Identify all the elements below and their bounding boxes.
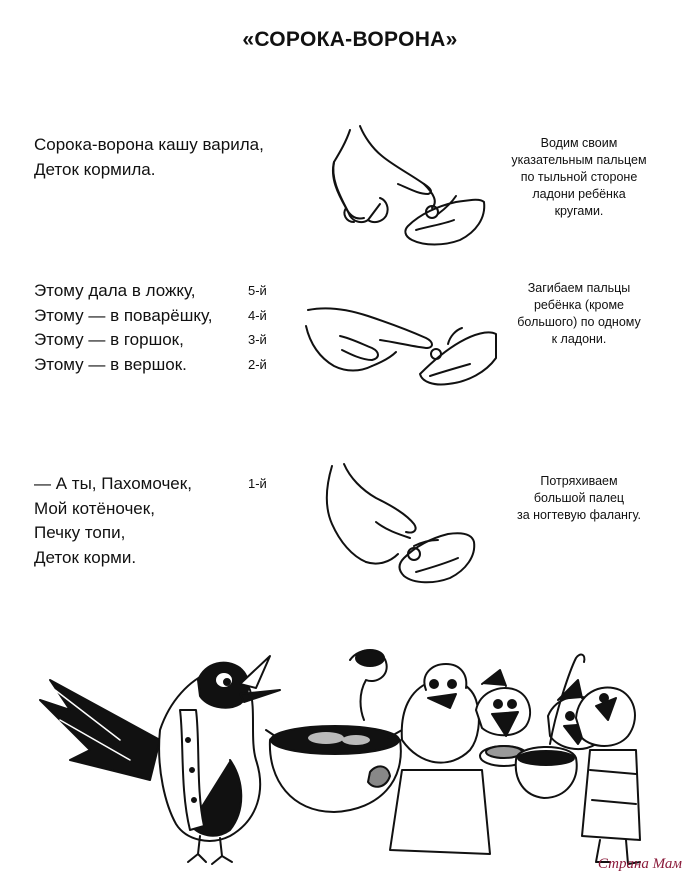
verse-line: [34, 328, 288, 353]
note-line: Водим своим: [540, 136, 618, 150]
instruction-note-3: [499, 473, 659, 524]
verse-text: Этому — в вершок.: [34, 354, 187, 374]
verse-line: [34, 521, 288, 546]
hand-circling-illustration: [320, 122, 490, 257]
verse-text: Сорока-ворона кашу варила,: [34, 135, 264, 154]
verse-line: [34, 279, 288, 304]
verse-line: [34, 497, 288, 522]
finger-number: 2-й: [248, 356, 267, 372]
verse-line: [34, 546, 288, 571]
instruction-note-2: [499, 280, 659, 348]
watermark-logo: Страна Мам: [597, 856, 682, 872]
note-line: Потряхиваем: [540, 474, 618, 488]
verse-line: [34, 353, 288, 378]
verse-block-2: [34, 279, 288, 377]
verse-text: Этому — в горшок,: [34, 330, 184, 349]
verse-text: Деток корми.: [34, 547, 137, 567]
magpie-feeding-chicks-illustration: [30, 640, 650, 875]
verse-line: [34, 472, 288, 497]
page-title: «СОРОКА-ВОРОНА»: [242, 28, 458, 51]
note-line: по тыльной стороне: [520, 170, 638, 184]
finger-number: 1-й: [248, 476, 267, 491]
verse-line: [34, 304, 288, 329]
verse-line: [34, 158, 264, 183]
verse-line: [34, 133, 264, 158]
instruction-note-1: [499, 135, 659, 220]
finger-number: 5-й: [248, 283, 267, 298]
verse-text: Мой котёночек,: [34, 498, 155, 518]
note-line: ребёнка (кроме: [533, 298, 625, 312]
note-line: к ладони.: [551, 332, 607, 346]
hand-folding-fingers-illustration: [300, 292, 500, 392]
hand-shaking-thumb-illustration: [318, 462, 478, 590]
note-line: кругами.: [554, 204, 604, 218]
note-line: Загибаем пальцы: [527, 281, 631, 295]
finger-number: 4-й: [248, 307, 267, 323]
note-line: ладони ребёнка: [532, 187, 626, 201]
verse-text: — А ты, Пахомочек,: [34, 474, 192, 493]
verse-text: Этому — в поварёшку,: [34, 305, 213, 325]
verse-block-3: [34, 472, 288, 570]
verse-text: Этому дала в ложку,: [34, 281, 196, 300]
verse-text: Печку топи,: [34, 523, 126, 542]
finger-number: 3-й: [248, 332, 267, 347]
note-line: указательным пальцем: [511, 153, 647, 167]
note-line: за ногтевую фалангу.: [517, 508, 641, 522]
verse-text: Деток кормила.: [34, 159, 156, 179]
verse-block-1: [34, 133, 264, 182]
note-line: большого) по одному: [517, 315, 641, 329]
note-line: большой палец: [533, 491, 625, 505]
